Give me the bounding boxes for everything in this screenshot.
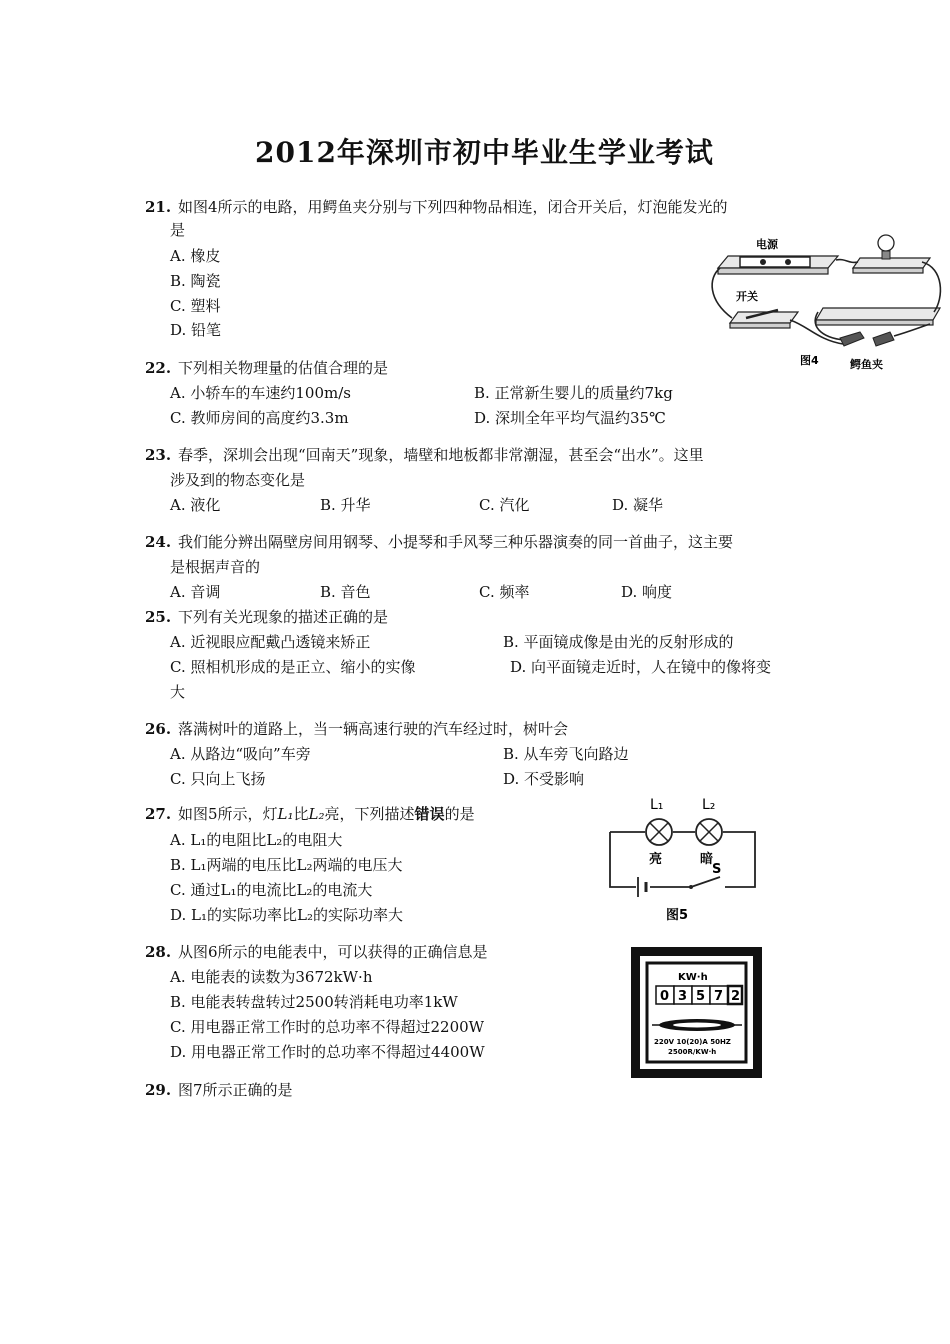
battery-box bbox=[718, 256, 838, 274]
alligator-clips bbox=[840, 324, 930, 346]
q25-option-c: C. 照相机形成的是正立、缩小的实像 bbox=[170, 658, 416, 676]
q23-option-d: D. 凝华 bbox=[612, 496, 664, 514]
q25-option-a: A. 近视眼应配戴凸透镜来矫正 bbox=[170, 633, 371, 651]
q22-stem: 下列相关物理量的估值合理的是 bbox=[178, 359, 389, 377]
q27-stem bbox=[178, 807, 475, 822]
q25-number: 25. bbox=[145, 608, 172, 626]
q27-l2: L₂ bbox=[308, 805, 325, 823]
q27-option-a: A. L₁的电阻比L₂的电阻大 bbox=[170, 831, 343, 849]
q27-stem-end: 的是 bbox=[444, 805, 475, 823]
q29-number: 29. bbox=[145, 1081, 172, 1099]
q24-option-a: A. 音调 bbox=[170, 583, 221, 601]
figure-4-circuit bbox=[708, 228, 944, 370]
q22-option-b: B. 正常新生婴儿的质量约7kg bbox=[474, 384, 673, 402]
q23-number: 23. bbox=[145, 446, 172, 464]
q28-stem: 从图6所示的电能表中，可以获得的正确信息是 bbox=[178, 943, 488, 961]
meter-digit: 2 bbox=[731, 989, 741, 1004]
q29-stem: 图7所示正确的是 bbox=[178, 1081, 293, 1099]
figure-5-circuit bbox=[600, 795, 765, 925]
q22-option-a: A. 小轿车的车速约100m/s bbox=[170, 384, 351, 402]
q27-l1: L₁ bbox=[277, 805, 294, 823]
q23-option-c: C. 汽化 bbox=[479, 496, 530, 514]
meter-digit: 5 bbox=[696, 989, 706, 1004]
fig6-rev: 2500R/KW·h bbox=[668, 1048, 717, 1056]
q27-stem-mid: 比 bbox=[293, 805, 309, 823]
q24-option-d: D. 响度 bbox=[621, 583, 673, 601]
q28-option-c: C. 用电器正常工作时的总功率不得超过2200W bbox=[170, 1018, 485, 1036]
q26-stem: 落满树叶的道路上，当一辆高速行驶的汽车经过时，树叶会 bbox=[178, 720, 569, 738]
q24-stem: 我们能分辨出隔壁房间用钢琴、小提琴和手风琴三种乐器演奏的同一首曲子，这主要 bbox=[178, 533, 734, 551]
q25-option-d-cont: 大 bbox=[170, 683, 186, 701]
q25-option-b: B. 平面镜成像是由光的反射形成的 bbox=[503, 633, 734, 651]
q21-option-a: A. 橡皮 bbox=[170, 247, 221, 265]
q21-option-d: D. 铅笔 bbox=[170, 321, 222, 339]
q24-option-b: B. 音色 bbox=[320, 583, 371, 601]
fig4-clip-label: 鳄鱼夹 bbox=[850, 358, 883, 370]
fig6-unit: KW·h bbox=[678, 972, 708, 983]
q23-stem: 春季，深圳会出现“回南天”现象，墙壁和地板都非常潮湿，甚至会“出水”。这里 bbox=[178, 446, 704, 464]
q23-option-a: A. 液化 bbox=[170, 496, 221, 514]
q26-option-c: C. 只向上飞扬 bbox=[170, 770, 266, 788]
fig5-caption: 图5 bbox=[666, 908, 689, 923]
meter-digit: 0 bbox=[660, 989, 670, 1004]
q27-stem-bold: 错误 bbox=[414, 805, 445, 823]
q23-stem-cont: 涉及到的物态变化是 bbox=[170, 471, 306, 489]
q21-option-c: C. 塑料 bbox=[170, 297, 221, 315]
q27-number: 27. bbox=[145, 805, 172, 823]
q24-number: 24. bbox=[145, 533, 172, 551]
q28-option-d: D. 用电器正常工作时的总功率不得超过4400W bbox=[170, 1043, 485, 1061]
q27-stem-pre: 如图5所示，灯 bbox=[178, 805, 278, 823]
q27-option-b: B. L₁两端的电压比L₂两端的电压大 bbox=[170, 856, 403, 874]
q22-option-d: D. 深圳全年平均气温约35℃ bbox=[474, 409, 666, 427]
q24-option-c: C. 频率 bbox=[479, 583, 530, 601]
lamp-l1-icon bbox=[646, 819, 672, 845]
fig4-power-label: 电源 bbox=[756, 238, 778, 251]
q27-stem-post: 亮，下列描述 bbox=[324, 805, 415, 823]
q27-option-c: C. 通过L₁的电流比L₂的电流大 bbox=[170, 881, 373, 899]
q21-stem-cont: 是 bbox=[170, 221, 186, 239]
fig4-caption: 图4 bbox=[800, 354, 819, 367]
fig6-spec: 220V 10(20)A 50HZ bbox=[654, 1038, 731, 1046]
sample-board bbox=[816, 308, 940, 325]
page-title: 2012年深圳市初中毕业生学业考试 bbox=[255, 136, 714, 169]
q24-stem-cont: 是根据声音的 bbox=[170, 558, 261, 576]
q26-option-a: A. 从路边“吸向”车旁 bbox=[170, 745, 311, 763]
battery-symbol bbox=[638, 877, 646, 897]
switch-board bbox=[730, 310, 798, 328]
q26-option-b: B. 从车旁飞向路边 bbox=[503, 745, 629, 763]
q27-option-d: D. L₁的实际功率比L₂的实际功率大 bbox=[170, 906, 403, 924]
q21-stem: 如图4所示的电路，用鳄鱼夹分别与下列四种物品相连，闭合开关后，灯泡能发光的 bbox=[178, 198, 728, 216]
q25-option-d: D. 向平面镜走近时，人在镜中的像将变 bbox=[510, 658, 772, 676]
fig5-l1-label: L₁ bbox=[650, 797, 664, 813]
fig5-switch-label: S bbox=[712, 862, 722, 877]
meter-digit: 3 bbox=[678, 989, 688, 1004]
fig5-bright-label: 亮 bbox=[649, 852, 663, 867]
q26-number: 26. bbox=[145, 720, 172, 738]
q28-option-b: B. 电能表转盘转过2500转消耗电功率1kW bbox=[170, 993, 458, 1011]
q22-option-c: C. 教师房间的高度约3.3m bbox=[170, 409, 349, 427]
q26-option-d: D. 不受影响 bbox=[503, 770, 585, 788]
figure-6-meter bbox=[630, 946, 763, 1079]
q21-option-b: B. 陶瓷 bbox=[170, 272, 221, 290]
q21-number: 21. bbox=[145, 198, 172, 216]
q28-number: 28. bbox=[145, 943, 172, 961]
q28-option-a: A. 电能表的读数为3672kW·h bbox=[170, 968, 373, 986]
fig4-switch-label: 开关 bbox=[736, 290, 758, 303]
switch-symbol bbox=[689, 877, 720, 889]
lamp-board bbox=[853, 235, 930, 273]
q22-number: 22. bbox=[145, 359, 172, 377]
fig5-l2-label: L₂ bbox=[702, 797, 716, 813]
fig5-dim-label: 暗 bbox=[700, 852, 714, 867]
meter-digits bbox=[656, 986, 742, 1004]
q25-stem: 下列有关光现象的描述正确的是 bbox=[178, 608, 389, 626]
meter-digit: 7 bbox=[714, 989, 724, 1004]
lamp-l2-icon bbox=[696, 819, 722, 845]
q23-option-b: B. 升华 bbox=[320, 496, 371, 514]
